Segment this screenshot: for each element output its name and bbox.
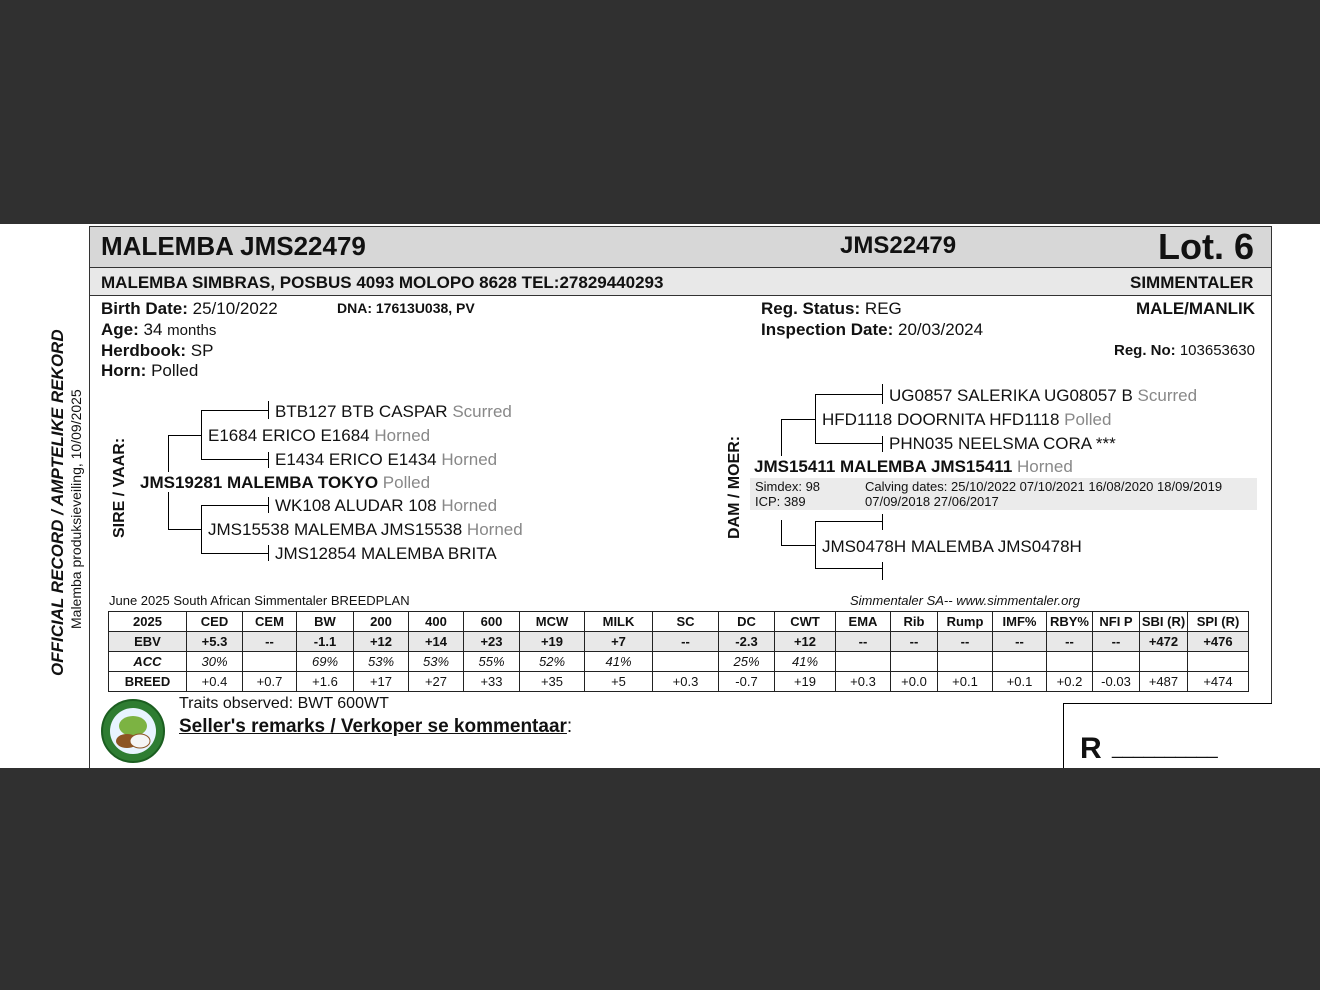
ebv-header-row-cell: IMF% xyxy=(993,612,1047,632)
ebv-header-row-cell: Rib xyxy=(891,612,938,632)
sire-sire-dam: E1434 ERICO E1434 Horned xyxy=(275,450,498,469)
breed-row-cell: -0.03 xyxy=(1093,672,1140,692)
acc-row-cell: 52% xyxy=(520,652,585,672)
price-blank[interactable]: __________ xyxy=(1112,738,1218,759)
breed-row-cell: +27 xyxy=(409,672,464,692)
acc-row-cell xyxy=(1093,652,1140,672)
ebv-header-row-cell: 600 xyxy=(464,612,520,632)
acc-row-cell xyxy=(243,652,297,672)
inspection-date: Inspection Date: 20/03/2024 xyxy=(761,320,984,339)
dam-calving-dates-1: Calving dates: 25/10/2022 07/10/2021 16/08/2020 18/09/2019 xyxy=(865,479,1223,494)
seller-remarks: Seller's remarks / Verkoper se kommentaar: xyxy=(179,716,573,737)
acc-row-cell xyxy=(653,652,719,672)
ebv-header-row-cell: SPI (R) xyxy=(1188,612,1249,632)
dam-dam: JMS0478H MALEMBA JMS0478H xyxy=(822,537,1082,556)
sire-sire: E1684 ERICO E1684 Horned xyxy=(208,426,431,445)
ebv-row xyxy=(109,632,1249,652)
ebv-header-row-cell: 400 xyxy=(409,612,464,632)
acc-row-cell xyxy=(993,652,1047,672)
breed-row-cell: +0.3 xyxy=(836,672,891,692)
acc-row-cell: 41% xyxy=(585,652,653,672)
breed-row-cell: +17 xyxy=(354,672,409,692)
sire-sire-sire: BTB127 BTB CASPAR Scurred xyxy=(275,402,512,421)
ebv-header-row-cell: CWT xyxy=(775,612,836,632)
acc-row-cell: 41% xyxy=(775,652,836,672)
ebv-row-cell: +472 xyxy=(1140,632,1188,652)
ebv-row-cell: -- xyxy=(938,632,993,652)
acc-row-cell: 53% xyxy=(409,652,464,672)
price-box-left xyxy=(1063,703,1064,768)
breed-row-cell: +0.1 xyxy=(993,672,1047,692)
ebv-row-cell: +14 xyxy=(409,632,464,652)
ebv-header-row-cell: MCW xyxy=(520,612,585,632)
ebv-header-row-cell: MILK xyxy=(585,612,653,632)
breed-row-cell: BREED xyxy=(109,672,187,692)
breed-row-cell: +0.7 xyxy=(243,672,297,692)
breedplan-title: June 2025 South African Simmentaler BREEDPLAN xyxy=(109,593,410,608)
breed-row-cell: +0.1 xyxy=(938,672,993,692)
ebv-row-cell: +476 xyxy=(1188,632,1249,652)
ebv-row-cell: +12 xyxy=(775,632,836,652)
dam-simdex: Simdex: 98 xyxy=(755,479,821,494)
breed-row-cell: +35 xyxy=(520,672,585,692)
ebv-header-row xyxy=(109,612,1249,632)
ebv-table xyxy=(108,611,1249,692)
breed-row-cell: +487 xyxy=(1140,672,1188,692)
animal-name: MALEMBA JMS22479 xyxy=(101,231,366,261)
breed-row-cell: +1.6 xyxy=(297,672,354,692)
breed-row-cell: -0.7 xyxy=(719,672,775,692)
ebv-header-row-cell: EMA xyxy=(836,612,891,632)
ebv-row-cell: -- xyxy=(1047,632,1093,652)
sire-dam: JMS15538 MALEMBA JMS15538 Horned xyxy=(208,520,523,539)
dam-sire-sire: UG0857 SALERIKA UG08057 B Scurred xyxy=(889,386,1198,405)
breed-row xyxy=(109,672,1249,692)
simmentaler-logo xyxy=(100,698,166,764)
ebv-header-row-cell: DC xyxy=(719,612,775,632)
ebv-header-row-cell: NFI P xyxy=(1093,612,1140,632)
ebv-row-cell: -1.1 xyxy=(297,632,354,652)
ebv-header-row-cell: CED xyxy=(187,612,243,632)
official-record-label: OFFICIAL RECORD / AMPTELIKE REKORD xyxy=(48,329,67,676)
ebv-row-cell: EBV xyxy=(109,632,187,652)
ebv-row-cell: +12 xyxy=(354,632,409,652)
ebv-row-cell: -- xyxy=(836,632,891,652)
sire-name: JMS19281 MALEMBA TOKYO Polled xyxy=(140,473,431,492)
ebv-row-cell: -- xyxy=(891,632,938,652)
acc-row-cell xyxy=(836,652,891,672)
ebv-row-cell: -- xyxy=(993,632,1047,652)
acc-row-cell: 53% xyxy=(354,652,409,672)
sire-dam-sire: WK108 ALUDAR 108 Horned xyxy=(275,496,498,515)
acc-row-cell: 69% xyxy=(297,652,354,672)
acc-row-cell: ACC xyxy=(109,652,187,672)
acc-row-cell: 55% xyxy=(464,652,520,672)
sire-dam-dam: JMS12854 MALEMBA BRITA xyxy=(275,544,497,563)
horn: Horn: Polled xyxy=(101,361,199,380)
acc-row-cell xyxy=(938,652,993,672)
acc-row xyxy=(109,652,1249,672)
dam-calving-dates-2: 07/09/2018 27/06/2017 xyxy=(865,494,999,509)
ebv-header-row-cell: RBY% xyxy=(1047,612,1093,632)
ebv-row-cell: +7 xyxy=(585,632,653,652)
ebv-header-row-cell: SC xyxy=(653,612,719,632)
breeder-info: MALEMBA SIMBRAS, POSBUS 4093 MOLOPO 8628 TEL:27829440293 xyxy=(101,273,664,292)
lot-number: Lot. 6 xyxy=(1158,226,1254,267)
sex: MALE/MANLIK xyxy=(1136,299,1255,318)
traits-observed: Traits observed: BWT 600WT xyxy=(179,695,389,712)
price-box-top xyxy=(1063,703,1272,704)
price-label: R xyxy=(1080,732,1102,765)
ebv-header-row-cell: SBI (R) xyxy=(1140,612,1188,632)
breed-row-cell: +33 xyxy=(464,672,520,692)
acc-row-cell xyxy=(1047,652,1093,672)
acc-row-cell xyxy=(1140,652,1188,672)
ebv-header-row-cell: 200 xyxy=(354,612,409,632)
ebv-row-cell: -- xyxy=(243,632,297,652)
ebv-row-cell: +23 xyxy=(464,632,520,652)
breed-row-cell: +0.3 xyxy=(653,672,719,692)
ebv-row-cell: -2.3 xyxy=(719,632,775,652)
dna-info: DNA: 17613U038, PV xyxy=(337,300,475,316)
breed-row-cell: +0.0 xyxy=(891,672,938,692)
breed-name: SIMMENTALER xyxy=(1130,273,1254,292)
breed-row-cell: +474 xyxy=(1188,672,1249,692)
dam-label: DAM / MOER: xyxy=(726,435,743,539)
breed-row-cell: +5 xyxy=(585,672,653,692)
ebv-row-cell: -- xyxy=(653,632,719,652)
dam-icp: ICP: 389 xyxy=(755,494,806,509)
ebv-row-cell: +5.3 xyxy=(187,632,243,652)
acc-row-cell: 30% xyxy=(187,652,243,672)
ebv-row-cell: +19 xyxy=(520,632,585,652)
sire-label: SIRE / VAAR: xyxy=(111,437,128,538)
breedplan-website: Simmentaler SA-- www.simmentaler.org xyxy=(850,593,1080,608)
ebv-header-row-cell: Rump xyxy=(938,612,993,632)
reg-status: Reg. Status: REG xyxy=(761,299,902,318)
age: Age: 34 months xyxy=(101,320,217,339)
acc-row-cell: 25% xyxy=(719,652,775,672)
herdbook: Herdbook: SP xyxy=(101,341,214,360)
dam-sire: HFD1118 DOORNITA HFD1118 Polled xyxy=(822,410,1112,429)
acc-row-cell xyxy=(891,652,938,672)
breed-row-cell: +0.2 xyxy=(1047,672,1093,692)
breed-row-cell: +19 xyxy=(775,672,836,692)
acc-row-cell xyxy=(1188,652,1249,672)
animal-code: JMS22479 xyxy=(840,232,957,259)
ebv-row-cell: -- xyxy=(1093,632,1140,652)
breed-row-cell: +0.4 xyxy=(187,672,243,692)
dam-sire-dam: PHN035 NEELSMA CORA *** xyxy=(889,434,1116,453)
ebv-header-row-cell: 2025 xyxy=(109,612,187,632)
ebv-header-row-cell: CEM xyxy=(243,612,297,632)
reg-number: Reg. No: 103653630 xyxy=(1114,342,1255,359)
sale-label: Malemba produksieveiling, 10/09/2025 xyxy=(68,389,84,629)
dam-name: JMS15411 MALEMBA JMS15411 Horned xyxy=(754,457,1073,476)
birth-date: Birth Date: 25/10/2022 xyxy=(101,299,278,318)
ebv-header-row-cell: BW xyxy=(297,612,354,632)
